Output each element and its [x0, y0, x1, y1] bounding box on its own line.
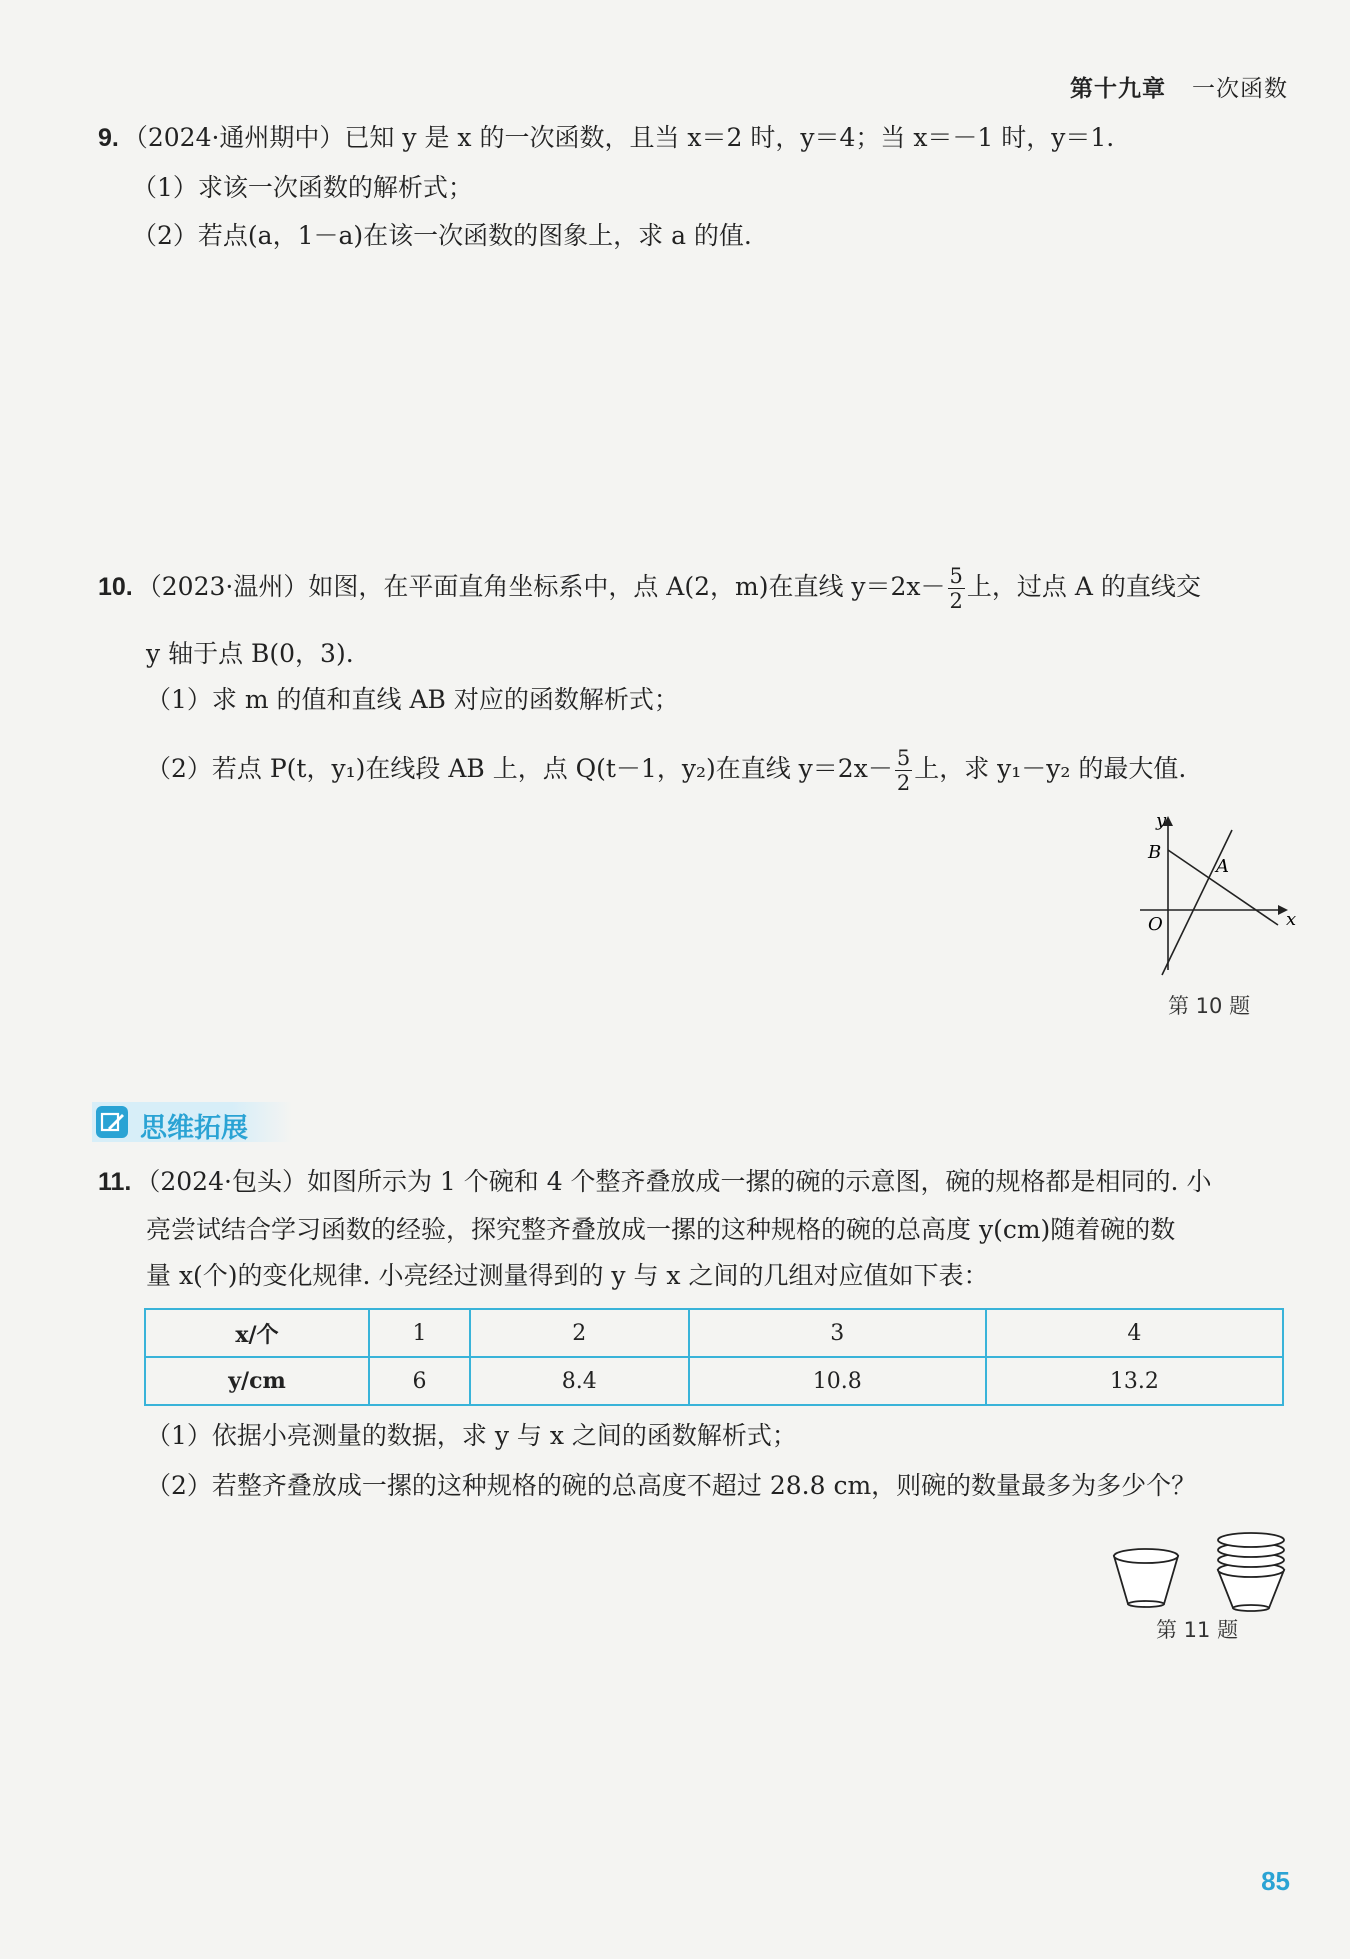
fraction-5-2: $\frac{5}{2}$	[896, 746, 911, 795]
table-cell: 13.2	[986, 1357, 1283, 1405]
question-10-stem	[98, 564, 1288, 613]
question-text-line-1: （2024·包头）如图所示为 1 个碗和 4 个整齐叠放成一摞的碗的示意图，碗的规格都是相同的. 小	[135, 1167, 1212, 1196]
question-10-part-2: （2）若点 P(t，y₁)在线段 AB 上，点 Q(t－1，y₂)在直线 y＝2x－ $\frac{5}{2}$ 上，求 y₁－y₂ 的最大值.	[146, 746, 1187, 795]
origin-label: O	[1148, 914, 1163, 935]
question-number: 11.	[98, 1168, 132, 1196]
page-header	[1070, 70, 1288, 103]
bowls-figure	[1106, 1512, 1326, 1612]
question-number: 10.	[98, 573, 133, 601]
chapter-title: 一次函数	[1192, 76, 1288, 102]
question-11-stem	[98, 1162, 1288, 1202]
question-10-line-2: y 轴于点 B(0，3).	[146, 639, 354, 668]
question-10-part-1: （1）求 m 的值和直线 AB 对应的函数解析式；	[146, 685, 679, 714]
point-b-label: B	[1148, 842, 1162, 863]
page-number: 85	[1261, 1866, 1290, 1896]
question-9-part-1: （1）求该一次函数的解析式；	[132, 173, 473, 202]
row-header-x: x/个	[145, 1309, 369, 1357]
stacked-bowls-icon	[1218, 1533, 1284, 1611]
question-9-part-2: （2）若点(a，1－a)在该一次函数的图象上，求 a 的值.	[132, 221, 752, 250]
data-table	[144, 1308, 1284, 1406]
table-cell: 8.4	[470, 1357, 689, 1405]
point-a-label: A	[1216, 856, 1229, 877]
figure-10-caption: 第 10 题	[1168, 994, 1251, 1018]
table-row	[145, 1357, 1283, 1405]
question-11-line-2: 亮尝试结合学习函数的经验，探究整齐叠放成一摞的这种规格的碗的总高度 y(cm)随着碗的数	[146, 1215, 1176, 1244]
fraction-5-2: $\frac{5}{2}$	[949, 564, 963, 613]
question-11-line-3: 量 x(个)的变化规律. 小亮经过测量得到的 y 与 x 之间的几组对应值如下表：	[146, 1261, 989, 1290]
question-11-part-2: （2）若整齐叠放成一摞的这种规格的碗的总高度不超过 28.8 cm，则碗的数量最多为多少个？	[146, 1471, 1197, 1500]
row-header-y: y/cm	[145, 1357, 369, 1405]
line-y-2x	[1162, 830, 1232, 975]
table-cell: 10.8	[689, 1357, 986, 1405]
question-number: 9.	[98, 124, 119, 152]
question-text-b: 上，过点 A 的直线交	[966, 572, 1201, 601]
question-11-part-1: （1）依据小亮测量的数据，求 y 与 x 之间的函数解析式；	[146, 1421, 797, 1450]
x-axis-label: x	[1286, 909, 1297, 930]
single-bowl-icon	[1114, 1549, 1178, 1607]
section-header	[92, 1102, 292, 1142]
table-cell: 3	[689, 1309, 986, 1357]
table-row	[145, 1309, 1283, 1357]
section-title: 思维拓展	[140, 1113, 248, 1144]
pencil-icon	[96, 1106, 128, 1138]
y-axis-label: y	[1156, 810, 1167, 831]
chapter-label: 第十九章	[1070, 75, 1166, 102]
table-cell: 4	[986, 1309, 1283, 1357]
question-text: （2024·通州期中）已知 y 是 x 的一次函数，且当 x＝2 时，y＝4；当 x＝－1 时，y＝1.	[122, 123, 1115, 152]
table-cell: 1	[369, 1309, 470, 1357]
table-cell: 6	[369, 1357, 470, 1405]
question-text-a: （2023·温州）如图，在平面直角坐标系中，点 A(2，m)在直线 y＝2x－	[136, 572, 946, 601]
question-10-figure	[1130, 810, 1300, 980]
figure-11-caption: 第 11 题	[1156, 1618, 1239, 1642]
question-9-stem	[98, 118, 1288, 158]
table-cell: 2	[470, 1309, 689, 1357]
